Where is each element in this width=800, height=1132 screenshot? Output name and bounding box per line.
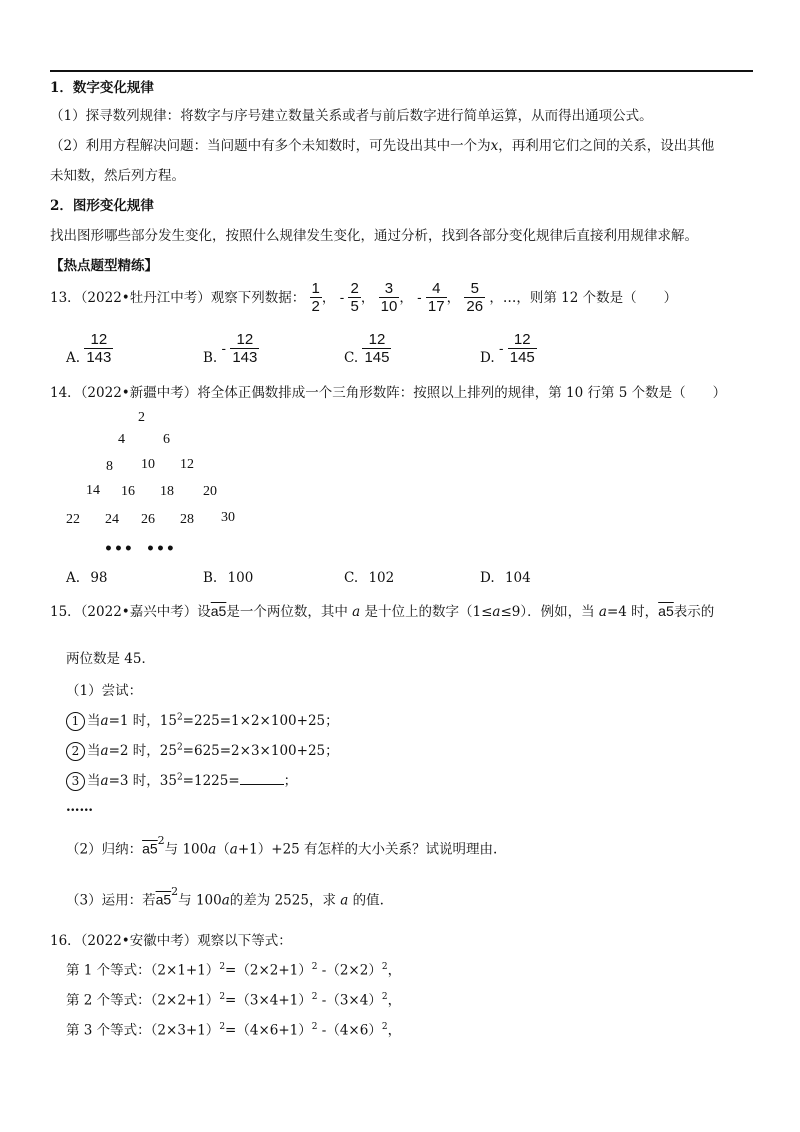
section-1-title: 1．数字变化规律	[50, 80, 154, 96]
superscript: 2	[176, 742, 183, 753]
triangle-number: 28	[180, 512, 194, 527]
numerator: 12	[508, 332, 537, 349]
text: ，	[387, 992, 402, 1009]
text: ，	[387, 1022, 402, 1039]
text: ，再利用它们之间的关系，设出其他	[498, 138, 715, 154]
section-1-paragraph-2-cont: 未知数，然后列方程。	[50, 168, 185, 184]
q13-stem: 13．（2022•牡丹江中考）观察下列数据：	[50, 289, 306, 306]
option-fraction	[230, 332, 259, 366]
denominator: 145	[364, 349, 390, 366]
section-1-paragraph-1: （1）探寻数列规律：将数字与序号建立数量关系或者与前后数字进行简单运算，从而得出通项公式。	[50, 108, 653, 124]
superscript: 2	[381, 992, 388, 1002]
denominator: 5	[350, 298, 359, 315]
option-label: A.	[66, 349, 81, 366]
superscript: 2	[381, 962, 388, 972]
q13-option-a[interactable]	[66, 332, 113, 366]
triangle-number: 6	[163, 432, 170, 447]
denominator: 145	[509, 349, 535, 366]
option-label: C.	[344, 570, 359, 586]
question-16-stem: 16．（2022•安徽中考）观察以下等式：	[50, 933, 292, 949]
variable-x: x	[490, 138, 499, 154]
text: =2 时，25	[108, 743, 177, 759]
q14-option-a[interactable]	[66, 570, 108, 586]
text: -（3×4）	[317, 992, 382, 1009]
q13-fraction-3	[379, 281, 400, 315]
superscript: 2	[219, 962, 226, 972]
text: ，	[387, 962, 402, 979]
option-label: C.	[344, 349, 359, 366]
denominator: 143	[86, 349, 112, 366]
q13-sign-2: -	[339, 289, 345, 305]
text: 第 2 个等式：（2×2+1）	[66, 992, 220, 1009]
option-value: 102	[368, 570, 395, 586]
variable-a: a	[208, 841, 217, 858]
triangle-number: 14	[86, 483, 100, 498]
section-2-paragraph: 找出图形哪些部分发生变化，按照什么规律发生变化，通过分析，找到各部分变化规律后直接利用规律求解。	[50, 228, 698, 244]
text: 当	[87, 773, 101, 789]
triangle-number: 24	[105, 512, 119, 527]
variable-a: a	[352, 604, 361, 620]
option-sign: -	[221, 340, 227, 356]
overline-a5: a5	[142, 840, 158, 857]
text: 的差为 2525，求	[229, 892, 336, 909]
question-14-stem: 14．（2022•新疆中考）将全体正偶数排成一个三角形数阵：按照以上排列的规律，第 10 行第 5 个数是（ ）	[50, 385, 727, 401]
option-sign: -	[498, 340, 504, 356]
circled-number: 2	[66, 742, 85, 761]
numerator: 2	[350, 280, 359, 297]
superscript: 2	[311, 992, 318, 1002]
q16-equation-1	[66, 962, 401, 979]
text: 第 1 个等式：（2×1+1）	[66, 962, 220, 979]
numerator: 12	[84, 332, 113, 349]
text: 是十位上的数字（1≤	[364, 604, 493, 620]
superscript: 2	[219, 992, 226, 1002]
triangle-number: 30	[221, 510, 235, 525]
superscript: 2	[157, 834, 165, 847]
denominator: 2	[311, 298, 320, 315]
q13-option-c[interactable]	[344, 332, 391, 366]
q15-item-3	[66, 772, 297, 791]
q16-equation-2	[66, 992, 401, 1009]
text: =625=2×3×100+25；	[182, 743, 339, 759]
q15-part-2	[66, 834, 498, 858]
numerator: 3	[379, 281, 400, 298]
circled-number: 3	[66, 772, 85, 791]
text: =（3×4+1）	[225, 992, 312, 1009]
triangle-number: 12	[180, 457, 194, 472]
circled-number: 1	[66, 712, 85, 731]
q15-item-1	[66, 712, 339, 731]
option-fraction	[508, 332, 537, 366]
triangle-number: 2	[138, 410, 145, 425]
text: =3 时，35	[108, 773, 177, 789]
q16-equation-3	[66, 1022, 401, 1039]
triangle-number: 4	[118, 432, 125, 447]
text: 与 100	[164, 841, 209, 858]
variable-a: a	[492, 604, 501, 620]
hot-topics-title: 【热点题型精练】	[50, 258, 158, 274]
text: =225=1×2×100+25；	[182, 713, 339, 729]
continuation-dots: •••	[146, 541, 176, 557]
ellipsis: ……	[66, 799, 93, 815]
text: （2）归纳：	[66, 841, 143, 858]
text: 当	[87, 743, 101, 759]
text: 是一个两位数，其中	[226, 604, 348, 620]
text: ≤9）．例如，当	[500, 604, 595, 620]
q15-item-2	[66, 742, 339, 761]
triangle-number: 22	[66, 512, 80, 527]
q13-suffix: ，…，则第 12 个数是（ ）	[489, 289, 678, 306]
text: 15．（2022•嘉兴中考）设	[50, 604, 211, 620]
continuation-dots: •••	[104, 541, 134, 557]
option-label: A.	[66, 570, 81, 586]
superscript: 2	[176, 712, 183, 723]
variable-a: a	[100, 713, 109, 729]
text: =（4×6+1）	[225, 1022, 312, 1039]
text: +1）+25 有怎样的大小关系？试说明理由.	[237, 841, 498, 858]
q13-option-b[interactable]	[203, 332, 259, 366]
numerator: 4	[426, 281, 447, 298]
text: 与 100	[178, 892, 222, 909]
text: -（2×2）	[317, 962, 382, 979]
superscript: 2	[311, 962, 318, 972]
text: =1225=	[182, 773, 240, 789]
overline-a5: a5	[155, 891, 172, 908]
denominator: 143	[232, 349, 258, 366]
denominator: 26	[466, 298, 484, 315]
q13-option-d[interactable]	[480, 332, 537, 366]
q13-fraction-1	[310, 281, 322, 315]
q15-part-1-title: （1）尝试：	[66, 683, 143, 699]
option-label: D.	[480, 349, 495, 366]
option-value: 104	[504, 570, 531, 586]
superscript: 2	[311, 1022, 318, 1032]
numerator: 5	[464, 281, 485, 298]
option-fraction	[362, 332, 391, 366]
text: 表示的	[673, 604, 715, 620]
section-2-title: 2．图形变化规律	[50, 198, 154, 214]
question-15-line-2: 两位数是 45．	[66, 651, 155, 667]
option-value: 100	[227, 570, 254, 586]
triangle-number: 20	[203, 484, 217, 499]
superscript: 2	[219, 1022, 226, 1032]
question-15-stem	[50, 603, 714, 620]
question-13: 13．（2022•牡丹江中考）观察下列数据： $\frac{1}{2}$ ， - $\frac{2}{5}$ ， $\frac{3}{10}$ ， - $\frac{4}{17}$ ， $\frac{5}{26}$ ，…，则第 12 个数是（ ）	[50, 280, 678, 315]
text: （	[216, 841, 230, 858]
overline-a5: a5	[658, 603, 674, 619]
numerator: 12	[362, 332, 391, 349]
variable-a: a	[100, 743, 109, 759]
text: ；	[283, 773, 298, 789]
q14-option-d[interactable]	[480, 570, 531, 586]
superscript: 2	[171, 885, 179, 898]
variable-a: a	[221, 892, 230, 909]
text: （2）利用方程解决问题：当问题中有多个未知数时，可先设出其中一个为	[50, 138, 491, 154]
denominator: 10	[380, 298, 398, 315]
triangle-number: 8	[106, 459, 113, 474]
q15-part-3	[66, 885, 384, 909]
denominator: 17	[427, 298, 445, 315]
text: 第 3 个等式：（2×3+1）	[66, 1022, 220, 1039]
text: =4 时，	[606, 604, 659, 620]
option-label: B.	[203, 570, 218, 586]
numerator: 1	[311, 280, 320, 297]
q14-option-b[interactable]	[203, 570, 253, 586]
option-fraction	[84, 332, 113, 366]
superscript: 2	[381, 1022, 388, 1032]
triangle-number: 16	[121, 484, 135, 499]
q14-option-c[interactable]	[344, 570, 394, 586]
option-label: D.	[480, 570, 495, 586]
numerator: 12	[230, 332, 259, 349]
text: （3）运用：若	[66, 892, 156, 909]
text: =1 时，15	[108, 713, 177, 729]
text: 的值.	[352, 892, 384, 909]
variable-a: a	[340, 892, 349, 909]
q13-sign-4: -	[417, 289, 422, 305]
q13-fraction-4	[426, 281, 447, 315]
option-label: B.	[203, 349, 218, 366]
variable-a: a	[100, 773, 109, 789]
top-rule	[50, 70, 753, 72]
section-1-paragraph-2	[50, 138, 714, 154]
triangle-number: 26	[141, 512, 155, 527]
overline-a5: a5	[210, 603, 227, 619]
text: =（2×2+1）	[225, 962, 312, 979]
q13-fraction-2	[348, 281, 360, 315]
triangle-number: 10	[141, 457, 155, 472]
option-value: 98	[90, 570, 108, 586]
text: -（4×6）	[317, 1022, 382, 1039]
answer-blank[interactable]	[240, 772, 284, 785]
text: 当	[87, 713, 101, 729]
q13-fraction-5	[464, 281, 485, 315]
variable-a: a	[598, 604, 607, 620]
triangle-number: 18	[160, 484, 174, 499]
superscript: 2	[176, 772, 183, 783]
variable-a: a	[229, 841, 238, 858]
